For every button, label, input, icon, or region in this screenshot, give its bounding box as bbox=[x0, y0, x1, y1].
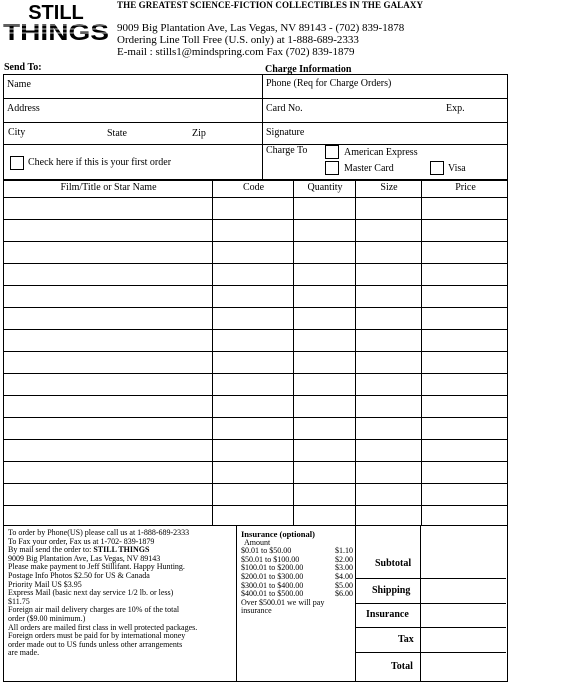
city-field[interactable]: City bbox=[8, 127, 26, 138]
divider bbox=[3, 144, 508, 145]
table-row[interactable] bbox=[4, 330, 507, 352]
table-row[interactable] bbox=[4, 462, 507, 484]
instruction-line: Express Mail (basic next day service 1/2 lb. or less) bbox=[8, 588, 174, 598]
charge-info-heading: Charge Information bbox=[265, 64, 352, 75]
company-address: 9009 Big Plantation Ave, Las Vegas, NV 89143 - (702) 839-1878 bbox=[117, 22, 405, 34]
table-row[interactable] bbox=[4, 308, 507, 330]
divider bbox=[262, 74, 263, 180]
amex-label: American Express bbox=[344, 147, 418, 158]
column-header: Price bbox=[455, 182, 476, 193]
insurance-field[interactable] bbox=[421, 604, 507, 627]
total-label: Total bbox=[391, 661, 413, 672]
insurance-over-line: Over $500.01 we will pay bbox=[241, 597, 325, 607]
table-row[interactable] bbox=[4, 374, 507, 396]
tax-label: Tax bbox=[398, 634, 414, 645]
divider bbox=[236, 526, 237, 682]
table-row[interactable] bbox=[4, 352, 507, 374]
mastercard-checkbox[interactable] bbox=[325, 161, 339, 175]
column-header: Film/Title or Star Name bbox=[60, 182, 157, 193]
insurance-fee: $4.00 bbox=[335, 571, 353, 581]
insurance-fee: $5.00 bbox=[335, 580, 353, 590]
instruction-line: Postage Info Photos $2.50 for US & Canada bbox=[8, 570, 150, 580]
total-field[interactable] bbox=[421, 653, 507, 681]
instruction-line: Priority Mail US $3.95 bbox=[8, 579, 82, 589]
visa-checkbox[interactable] bbox=[430, 161, 444, 175]
table-row[interactable] bbox=[4, 484, 507, 506]
insurance-over-line: insurance bbox=[241, 606, 272, 616]
subtotal-field[interactable] bbox=[421, 527, 507, 578]
ordering-phone: Ordering Line Toll Free (U.S. only) at 1-888-689-2333 bbox=[117, 34, 359, 46]
insurance-range: $100.01 to $200.00 bbox=[241, 563, 304, 573]
insurance-fee: $6.00 bbox=[335, 589, 353, 599]
insurance-range: $200.01 to $300.00 bbox=[241, 571, 304, 581]
instruction-line: are made. bbox=[8, 648, 40, 658]
first-order-checkbox[interactable] bbox=[10, 156, 24, 170]
first-order-label: Check here if this is your first order bbox=[28, 157, 172, 168]
email-fax: E-mail : stills1@mindspring.com Fax (702) 839-1879 bbox=[117, 46, 355, 58]
charge-to-label: Charge To bbox=[266, 145, 308, 156]
amex-checkbox[interactable] bbox=[325, 145, 339, 159]
insurance-range: $400.01 to $500.00 bbox=[241, 589, 304, 599]
insurance-range: $300.01 to $400.00 bbox=[241, 580, 304, 590]
card-number-field[interactable]: Card No. bbox=[266, 103, 303, 114]
table-row[interactable] bbox=[4, 440, 507, 462]
instruction-line: To order by Phone(US) please call us at 1-888-689-2333 bbox=[8, 528, 190, 537]
table-row[interactable] bbox=[4, 418, 507, 440]
still-things-logo bbox=[2, 2, 110, 42]
tagline: THE GREATEST SCIENCE-FICTION COLLECTIBLES IN THE GALAXY bbox=[117, 0, 424, 10]
address-field[interactable]: Address bbox=[7, 103, 40, 114]
table-row[interactable] bbox=[4, 220, 507, 242]
signature-field[interactable]: Signature bbox=[266, 127, 305, 138]
instruction-line: Foreign orders must be paid for by international money bbox=[8, 631, 186, 641]
items-table bbox=[3, 180, 508, 526]
instruction-line: Foreign air mail delivery charges are 10% of the total bbox=[8, 605, 180, 615]
shipping-field[interactable] bbox=[421, 579, 507, 603]
order-instructions bbox=[8, 529, 197, 658]
divider bbox=[355, 526, 356, 682]
send-to-heading: Send To: bbox=[4, 62, 42, 73]
insurance-fee: $3.00 bbox=[335, 563, 353, 573]
svg-text:STILL: STILL bbox=[28, 2, 84, 24]
column-header: Size bbox=[380, 182, 398, 193]
insurance-fee: $1.10 bbox=[335, 546, 353, 556]
insurance-fee: $2.00 bbox=[335, 554, 353, 564]
name-field[interactable]: Name bbox=[7, 79, 31, 90]
instruction-line: To Fax your order, Fax us at 1-702- 839-1879 bbox=[8, 536, 155, 546]
table-row[interactable] bbox=[4, 242, 507, 264]
instruction-line: Please make payment to Jeff Stillifant. Happy Hunting. bbox=[8, 562, 185, 572]
insurance-table bbox=[241, 530, 353, 616]
table-row[interactable] bbox=[4, 198, 507, 220]
table-row[interactable] bbox=[4, 286, 507, 308]
column-header: Code bbox=[242, 182, 265, 193]
table-row[interactable] bbox=[4, 264, 507, 286]
instruction-line: 9009 Big Plantation Ave, Las Vegas, NV 89143 bbox=[8, 553, 161, 563]
table-row[interactable] bbox=[4, 396, 507, 418]
insurance-amount-label: Amount bbox=[244, 537, 271, 547]
table-row[interactable] bbox=[4, 506, 507, 528]
divider bbox=[3, 122, 508, 123]
state-field[interactable]: State bbox=[107, 128, 127, 139]
svg-text:THINGS: THINGS bbox=[3, 19, 109, 42]
mastercard-label: Master Card bbox=[344, 163, 394, 174]
insurance-range: $0.01 to $50.00 bbox=[241, 546, 292, 556]
divider bbox=[3, 98, 508, 99]
shipping-label: Shipping bbox=[372, 585, 411, 596]
insurance-heading: Insurance (optional) bbox=[241, 529, 315, 539]
tax-field[interactable] bbox=[421, 628, 507, 652]
instruction-line: order made out to US funds unless other arrangements bbox=[8, 639, 183, 649]
company-name: STILL THINGS bbox=[93, 545, 150, 555]
visa-label: Visa bbox=[448, 163, 466, 174]
instruction-line: All orders are mailed first class in well protected packages. bbox=[8, 622, 198, 632]
zip-field[interactable]: Zip bbox=[192, 128, 206, 139]
instruction-line: $11.75 bbox=[8, 596, 30, 606]
instruction-line: order ($9.00 minimum.) bbox=[8, 613, 86, 623]
column-header: Quantity bbox=[307, 182, 343, 193]
instruction-line: By mail send the order to: bbox=[8, 545, 94, 555]
expiration-field[interactable]: Exp. bbox=[446, 103, 465, 114]
subtotal-label: Subtotal bbox=[375, 558, 412, 569]
phone-field[interactable]: Phone (Req for Charge Orders) bbox=[266, 78, 392, 89]
insurance-label: Insurance bbox=[366, 609, 409, 620]
insurance-range: $50.01 to $100.00 bbox=[241, 554, 300, 564]
